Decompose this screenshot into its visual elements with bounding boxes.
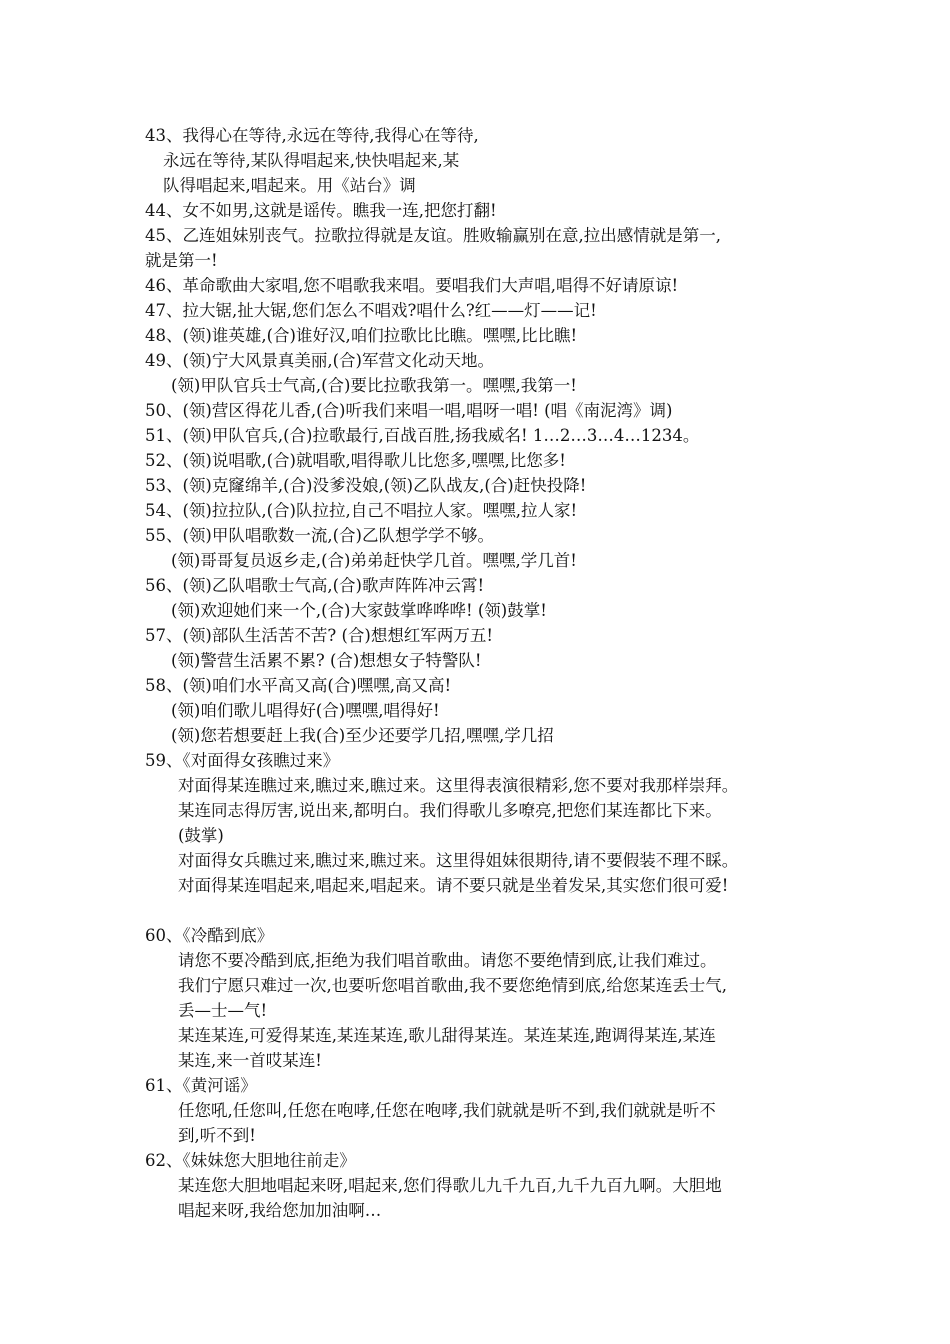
text-line-62a: 某连您大胆地唱起来呀,唱起来,您们得歌儿九千九百,九千九百九啊。大胆地	[178, 1176, 722, 1195]
text-line-45b: 就是第一!	[145, 251, 218, 270]
text-line-45a: 45、乙连姐妹别丧气。拉歌拉得就是友谊。胜败输赢别在意,拉出感情就是第一,	[145, 226, 721, 245]
text-line-60b: 我们宁愿只难过一次,也要听您唱首歌曲,我不要您绝情到底,给您某连丢士气,	[178, 976, 727, 995]
text-line-55a: 55、(领)甲队唱歌数一流,(合)乙队想学学不够。	[145, 526, 494, 545]
text-line-49b: (领)甲队官兵士气高,(合)要比拉歌我第一。嘿嘿,我第一!	[171, 376, 577, 395]
text-line-61a: 任您吼,任您叫,任您在咆哮,任您在咆哮,我们就就是听不到,我们就就是听不	[178, 1101, 716, 1120]
text-line-62b: 唱起来呀,我给您加加油啊…	[178, 1201, 382, 1220]
text-line-57a: 57、(领)部队生活苦不苦? (合)想想红军两万五!	[145, 626, 493, 645]
text-line-56a: 56、(领)乙队唱歌士气高,(合)歌声阵阵冲云霄!	[145, 576, 485, 595]
text-line-58a: 58、(领)咱们水平高又高(合)嘿嘿,高又高!	[145, 676, 452, 695]
text-line-60e: 某连,来一首哎某连!	[178, 1051, 322, 1070]
text-line-56b: (领)欢迎她们来一个,(合)大家鼓掌哗哗哗! (领)鼓掌!	[171, 601, 547, 620]
text-line-51: 51、(领)甲队官兵,(合)拉歌最行,百战百胜,扬我威名! 1…2…3…4…1234。	[145, 426, 700, 445]
text-line-53: 53、(领)克窿绵羊,(合)没爹没娘,(领)乙队战友,(合)赶快投降!	[145, 476, 587, 495]
text-line-50: 50、(领)营区得花儿香,(合)听我们来唱一唱,唱呀一唱! (唱《南泥湾》调)	[145, 401, 673, 420]
text-line-60c: 丢—士—气!	[178, 1001, 268, 1020]
text-line-48: 48、(领)谁英雄,(合)谁好汉,咱们拉歌比比瞧。嘿嘿,比比瞧!	[145, 326, 578, 345]
text-line-47: 47、拉大锯,扯大锯,您们怎么不唱戏?唱什么?红——灯——记!	[145, 301, 597, 320]
text-line-59d: 对面得女兵瞧过来,瞧过来,瞧过来。这里得姐妹很期待,请不要假装不理不睬。	[178, 851, 739, 870]
text-line-46: 46、革命歌曲大家唱,您不唱歌我来唱。要唱我们大声唱,唱得不好请原谅!	[145, 276, 679, 295]
text-line-59c: (鼓掌)	[178, 826, 224, 845]
section-title-61: 61、《黄河谣》	[145, 1076, 257, 1095]
text-line-44: 44、女不如男,这就是谣传。瞧我一连,把您打翻!	[145, 201, 497, 220]
text-line-59e: 对面得某连唱起来,唱起来,唱起来。请不要只就是坐着发呆,其实您们很可爱!	[178, 876, 729, 895]
text-line-58b: (领)咱们歌儿唱得好(合)嘿嘿,唱得好!	[171, 701, 440, 720]
text-line-60d: 某连某连,可爱得某连,某连某连,歌儿甜得某连。某连某连,跑调得某连,某连	[178, 1026, 716, 1045]
section-title-62: 62、《妹妹您大胆地往前走》	[145, 1151, 356, 1170]
section-title-60: 60、《冷酷到底》	[145, 926, 274, 945]
text-line-57b: (领)警营生活累不累? (合)想想女子特警队!	[171, 651, 482, 670]
text-line-43a: 43、我得心在等待,永远在等待,我得心在等待,	[145, 126, 479, 145]
text-line-59b: 某连同志得厉害,说出来,都明白。我们得歌儿多嘹亮,把您们某连都比下来。	[178, 801, 722, 820]
text-line-49a: 49、(领)宁大风景真美丽,(合)军营文化动天地。	[145, 351, 494, 370]
text-line-43c: 队得唱起来,唱起来。用《站台》调	[163, 176, 416, 195]
text-line-61b: 到,听不到!	[178, 1126, 256, 1145]
section-title-59: 59、《对面得女孩瞧过来》	[145, 751, 340, 770]
text-line-55b: (领)哥哥复员返乡走,(合)弟弟赶快学几首。嘿嘿,学几首!	[171, 551, 577, 570]
text-line-52: 52、(领)说唱歌,(合)就唱歌,唱得歌儿比您多,嘿嘿,比您多!	[145, 451, 566, 470]
text-line-58c: (领)您若想要赶上我(合)至少还要学几招,嘿嘿,学几招	[171, 726, 554, 745]
text-line-43b: 永远在等待,某队得唱起来,快快唱起来,某	[163, 151, 460, 170]
text-line-59a: 对面得某连瞧过来,瞧过来,瞧过来。这里得表演很精彩,您不要对我那样崇拜。	[178, 776, 739, 795]
text-line-60a: 请您不要冷酷到底,拒绝为我们唱首歌曲。请您不要绝情到底,让我们难过。	[178, 951, 717, 970]
text-line-54: 54、(领)拉拉队,(合)队拉拉,自己不唱拉人家。嘿嘿,拉人家!	[145, 501, 578, 520]
